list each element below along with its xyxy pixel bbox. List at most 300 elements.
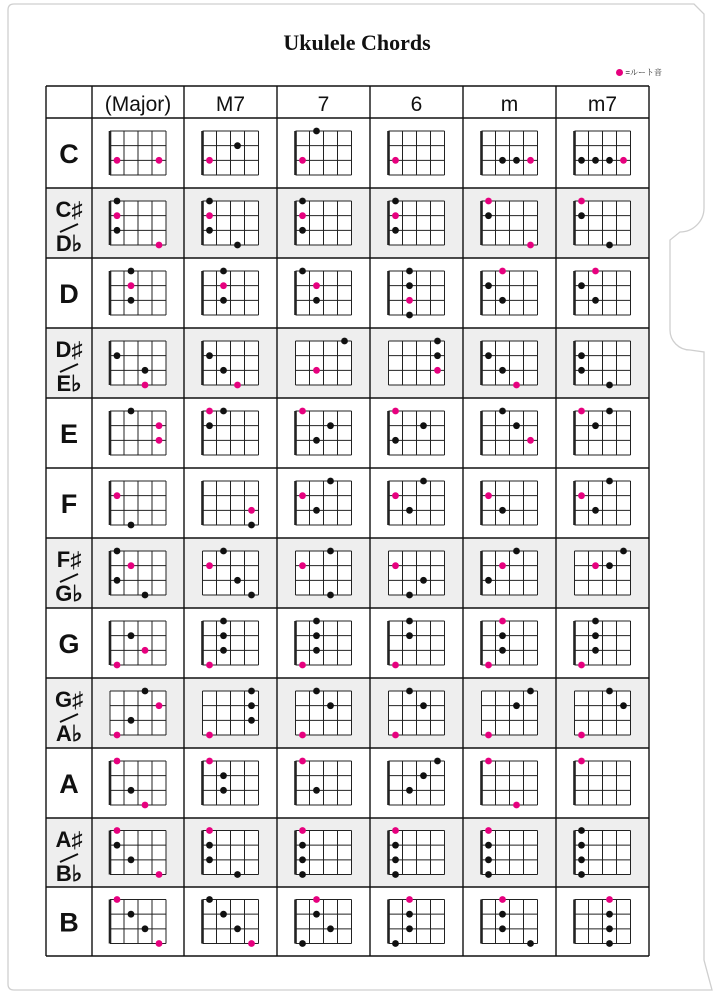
chord-diagram <box>296 548 352 599</box>
note-dot <box>327 548 334 555</box>
root-note-dot <box>392 732 399 739</box>
root-note-dot <box>299 758 306 765</box>
row-label-b: B <box>59 907 79 938</box>
note-dot <box>592 647 599 654</box>
chord-diagram <box>575 548 631 595</box>
chord-diagram <box>482 758 538 809</box>
note-dot <box>114 548 121 555</box>
root-note-dot <box>248 940 255 947</box>
row-label-flat: E♭ <box>56 371 82 396</box>
note-dot <box>499 367 506 374</box>
note-dot <box>620 702 627 709</box>
note-dot <box>499 647 506 654</box>
root-note-dot <box>392 212 399 219</box>
header-m: m <box>500 93 519 116</box>
root-note-dot <box>485 758 492 765</box>
page-title: Ukulele Chords <box>283 30 431 55</box>
root-note-dot <box>114 732 121 739</box>
note-dot <box>513 548 520 555</box>
note-dot <box>220 632 227 639</box>
root-note-dot <box>299 562 306 569</box>
chord-diagram <box>203 198 259 249</box>
note-dot <box>341 338 348 345</box>
note-dot <box>406 688 413 695</box>
note-dot <box>392 856 399 863</box>
note-dot <box>299 227 306 234</box>
root-note-dot <box>114 758 121 765</box>
chord-diagram <box>575 618 631 669</box>
chord-diagram <box>575 341 631 388</box>
note-dot <box>327 478 334 485</box>
note-dot <box>313 128 320 135</box>
note-dot <box>206 352 213 359</box>
chord-diagram <box>389 758 445 805</box>
root-note-dot <box>299 212 306 219</box>
note-dot <box>606 478 613 485</box>
root-note-dot <box>578 492 585 499</box>
note-dot <box>606 157 613 164</box>
note-dot <box>420 577 427 584</box>
root-note-dot <box>299 662 306 669</box>
note-dot <box>578 352 585 359</box>
note-dot <box>420 702 427 709</box>
note-dot <box>128 717 135 724</box>
chord-diagram <box>389 551 445 598</box>
note-dot <box>327 422 334 429</box>
root-note-dot <box>606 896 613 903</box>
note-dot <box>578 157 585 164</box>
root-note-dot <box>513 382 520 389</box>
row-label-sharp: G♯ <box>54 687 84 712</box>
root-note-dot <box>206 212 213 219</box>
note-dot <box>327 702 334 709</box>
root-note-dot <box>527 437 534 444</box>
chord-diagram <box>575 688 631 739</box>
note-dot <box>406 592 413 599</box>
chord-diagram <box>203 481 259 528</box>
root-note-dot <box>206 157 213 164</box>
root-note-dot <box>527 157 534 164</box>
root-note-dot <box>142 382 149 389</box>
note-dot <box>220 548 227 555</box>
chord-diagram <box>482 341 538 388</box>
root-note-dot <box>499 268 506 275</box>
chord-diagram <box>110 341 166 388</box>
note-dot <box>606 382 613 389</box>
row-label-sharp: C♯ <box>55 197 83 222</box>
row-label-sharp: F♯ <box>56 547 82 572</box>
root-note-dot <box>313 282 320 289</box>
chord-diagram <box>482 131 538 175</box>
note-dot <box>485 282 492 289</box>
chord-diagram <box>203 408 259 455</box>
note-dot <box>578 367 585 374</box>
root-note-dot <box>406 896 413 903</box>
row-label-flat: B♭ <box>55 861 83 886</box>
note-dot <box>527 688 534 695</box>
note-dot <box>234 925 241 932</box>
root-note-dot <box>114 662 121 669</box>
note-dot <box>499 297 506 304</box>
root-note-dot <box>434 367 441 374</box>
root-note-dot <box>620 157 627 164</box>
note-dot <box>499 925 506 932</box>
chord-diagram <box>389 198 445 245</box>
row-label-a: A <box>59 769 79 799</box>
chord-diagram <box>389 268 445 319</box>
row-label-flat: D♭ <box>55 231 83 256</box>
note-dot <box>299 198 306 205</box>
root-note-dot <box>156 437 163 444</box>
root-note-dot <box>578 408 585 415</box>
note-dot <box>220 647 227 654</box>
note-dot <box>499 911 506 918</box>
chord-diagram <box>203 827 259 878</box>
root-note-dot <box>406 297 413 304</box>
chord-diagram <box>110 268 166 315</box>
note-dot <box>220 911 227 918</box>
note-dot <box>434 352 441 359</box>
note-dot <box>434 758 441 765</box>
chord-diagram <box>575 408 631 455</box>
note-dot <box>128 787 135 794</box>
root-note-dot <box>206 662 213 669</box>
note-dot <box>392 842 399 849</box>
chord-diagram <box>575 478 631 525</box>
note-dot <box>434 338 441 345</box>
chord-diagram <box>110 481 166 528</box>
row-label-flat: G♭ <box>55 581 83 606</box>
chord-diagram <box>482 688 538 739</box>
chord-diagram <box>110 408 166 455</box>
note-dot <box>578 842 585 849</box>
chord-diagram <box>296 618 352 669</box>
note-dot <box>578 871 585 878</box>
note-dot <box>128 408 135 415</box>
chord-diagram <box>203 896 259 947</box>
chord-diagram <box>389 338 445 385</box>
note-dot <box>578 827 585 834</box>
chord-diagram <box>110 827 166 878</box>
note-dot <box>527 940 534 947</box>
root-note-dot <box>578 198 585 205</box>
note-dot <box>606 562 613 569</box>
note-dot <box>206 227 213 234</box>
note-dot <box>206 842 213 849</box>
note-dot <box>606 688 613 695</box>
note-dot <box>485 842 492 849</box>
note-dot <box>406 312 413 319</box>
note-dot <box>606 408 613 415</box>
legend-label: =ルート音 <box>625 68 662 77</box>
chord-diagram <box>389 478 445 525</box>
note-dot <box>128 632 135 639</box>
note-dot <box>299 871 306 878</box>
note-dot <box>406 632 413 639</box>
note-dot <box>406 268 413 275</box>
root-note-dot <box>156 242 163 249</box>
note-dot <box>248 717 255 724</box>
root-note-dot <box>578 758 585 765</box>
row-label-d: D <box>59 279 79 309</box>
chord-diagram <box>482 268 538 315</box>
note-dot <box>142 367 149 374</box>
chord-diagram <box>296 338 352 385</box>
note-dot <box>513 702 520 709</box>
root-note-dot <box>299 157 306 164</box>
chord-diagram <box>482 618 538 669</box>
chord-diagram <box>482 198 538 249</box>
chord-diagram <box>296 758 352 805</box>
note-dot <box>128 268 135 275</box>
note-dot <box>313 647 320 654</box>
note-dot <box>606 242 613 249</box>
root-note-dot <box>592 562 599 569</box>
note-dot <box>606 911 613 918</box>
note-dot <box>592 422 599 429</box>
chord-diagram <box>482 827 538 878</box>
root-note-dot <box>499 896 506 903</box>
note-dot <box>220 787 227 794</box>
root-note-dot <box>156 940 163 947</box>
root-note-dot <box>485 732 492 739</box>
note-dot <box>592 618 599 625</box>
row-label-sharp: D♯ <box>55 337 83 362</box>
chord-diagram <box>203 758 259 805</box>
note-dot <box>142 925 149 932</box>
chord-diagram <box>203 688 259 739</box>
note-dot <box>248 702 255 709</box>
note-dot <box>220 772 227 779</box>
note-dot <box>248 522 255 529</box>
note-dot <box>248 688 255 695</box>
chord-diagram <box>203 268 259 315</box>
note-dot <box>620 548 627 555</box>
row-label-flat: A♭ <box>55 721 83 746</box>
chord-diagram <box>575 131 631 175</box>
note-dot <box>485 871 492 878</box>
note-dot <box>313 688 320 695</box>
header-major: (Major) <box>104 93 172 116</box>
note-dot <box>299 856 306 863</box>
note-dot <box>499 157 506 164</box>
note-dot <box>206 198 213 205</box>
note-dot <box>128 297 135 304</box>
root-note-dot <box>313 367 320 374</box>
root-note-dot <box>578 732 585 739</box>
note-dot <box>313 911 320 918</box>
note-dot <box>128 522 135 529</box>
root-note-dot <box>513 802 520 809</box>
note-dot <box>114 842 121 849</box>
note-dot <box>114 577 121 584</box>
chord-diagram <box>482 548 538 595</box>
root-note-dot <box>142 647 149 654</box>
note-dot <box>513 422 520 429</box>
note-dot <box>128 911 135 918</box>
note-dot <box>606 940 613 947</box>
note-dot <box>606 925 613 932</box>
root-note-dot <box>114 492 121 499</box>
note-dot <box>578 856 585 863</box>
note-dot <box>114 352 121 359</box>
root-note-dot <box>485 827 492 834</box>
root-note-dot <box>392 662 399 669</box>
chord-diagram <box>203 548 259 599</box>
note-dot <box>392 940 399 947</box>
root-note-dot <box>499 562 506 569</box>
note-dot <box>499 507 506 514</box>
root-note-dot <box>156 157 163 164</box>
note-dot <box>485 577 492 584</box>
root-note-dot <box>248 507 255 514</box>
chord-diagram <box>389 896 445 947</box>
chord-diagram <box>110 758 166 809</box>
chord-diagram <box>203 341 259 388</box>
chord-diagram <box>110 688 166 739</box>
root-note-dot <box>299 492 306 499</box>
row-label-e: E <box>59 419 79 449</box>
root-note-dot <box>156 702 163 709</box>
note-dot <box>206 422 213 429</box>
root-note-dot <box>206 562 213 569</box>
note-dot <box>485 212 492 219</box>
note-dot <box>234 242 241 249</box>
note-dot <box>592 507 599 514</box>
note-dot <box>392 198 399 205</box>
note-dot <box>313 632 320 639</box>
note-dot <box>299 940 306 947</box>
note-dot <box>406 618 413 625</box>
root-note-dot <box>156 422 163 429</box>
row-label-g: G <box>58 629 80 659</box>
root-note-dot <box>392 562 399 569</box>
note-dot <box>220 268 227 275</box>
root-note-dot <box>156 871 163 878</box>
note-dot <box>578 212 585 219</box>
root-note-dot <box>114 212 121 219</box>
note-dot <box>234 142 241 149</box>
root-note-dot <box>392 827 399 834</box>
chord-diagram <box>296 128 352 175</box>
root-note-dot <box>142 802 149 809</box>
root-note-dot <box>128 282 135 289</box>
root-note-dot <box>499 618 506 625</box>
note-dot <box>142 688 149 695</box>
root-note-dot <box>313 896 320 903</box>
root-note-dot <box>206 732 213 739</box>
root-note-dot <box>220 282 227 289</box>
note-dot <box>313 297 320 304</box>
chord-diagram <box>296 198 352 245</box>
root-note-dot <box>578 662 585 669</box>
chord-diagram <box>296 268 352 315</box>
note-dot <box>499 632 506 639</box>
chord-diagram <box>203 131 259 175</box>
chord-diagram <box>110 198 166 249</box>
row-label-f: F <box>60 489 78 519</box>
note-dot <box>313 618 320 625</box>
header-7: 7 <box>317 93 330 116</box>
note-dot <box>234 577 241 584</box>
root-note-dot <box>485 198 492 205</box>
note-dot <box>327 925 334 932</box>
note-dot <box>592 157 599 164</box>
chord-diagram <box>389 131 445 175</box>
note-dot <box>313 507 320 514</box>
root-note-dot <box>592 268 599 275</box>
note-dot <box>592 632 599 639</box>
root-note-dot <box>485 492 492 499</box>
chord-diagram <box>482 896 538 947</box>
row-label-sharp: A♯ <box>55 827 83 852</box>
note-dot <box>513 157 520 164</box>
note-dot <box>299 842 306 849</box>
note-dot <box>406 282 413 289</box>
root-note-dot <box>392 492 399 499</box>
root-note-dot <box>114 896 121 903</box>
note-dot <box>406 925 413 932</box>
chord-diagram <box>575 268 631 315</box>
chord-diagram <box>389 827 445 878</box>
chord-diagram <box>296 478 352 525</box>
chord-diagram <box>296 688 352 739</box>
chord-diagram <box>575 827 631 878</box>
note-dot <box>206 856 213 863</box>
note-dot <box>592 297 599 304</box>
note-dot <box>392 437 399 444</box>
root-note-dot <box>485 662 492 669</box>
root-note-dot <box>299 827 306 834</box>
chord-diagram <box>575 758 631 805</box>
note-dot <box>420 772 427 779</box>
note-dot <box>313 787 320 794</box>
chord-diagram <box>110 131 166 175</box>
chord-diagram <box>296 408 352 455</box>
note-dot <box>406 787 413 794</box>
root-note-dot <box>299 408 306 415</box>
note-dot <box>220 367 227 374</box>
note-dot <box>248 592 255 599</box>
note-dot <box>392 227 399 234</box>
note-dot <box>420 478 427 485</box>
note-dot <box>206 896 213 903</box>
chord-diagram <box>296 896 352 947</box>
header-m7: M7 <box>215 93 246 116</box>
header-m7: m7 <box>587 93 618 116</box>
root-note-dot <box>299 732 306 739</box>
chord-diagram <box>389 408 445 455</box>
root-note-dot <box>392 408 399 415</box>
row-label-c: C <box>59 139 79 169</box>
root-note-dot <box>234 382 241 389</box>
note-dot <box>114 198 121 205</box>
note-dot <box>299 268 306 275</box>
chord-diagram <box>482 408 538 455</box>
note-dot <box>327 592 334 599</box>
chord-diagram <box>575 896 631 947</box>
note-dot <box>220 618 227 625</box>
chord-diagram <box>110 896 166 947</box>
note-dot <box>406 911 413 918</box>
note-dot <box>128 856 135 863</box>
header-6: 6 <box>410 93 423 116</box>
chord-diagram <box>575 198 631 249</box>
root-note-dot <box>206 408 213 415</box>
root-note-dot <box>114 827 121 834</box>
note-dot <box>578 282 585 289</box>
note-dot <box>420 422 427 429</box>
